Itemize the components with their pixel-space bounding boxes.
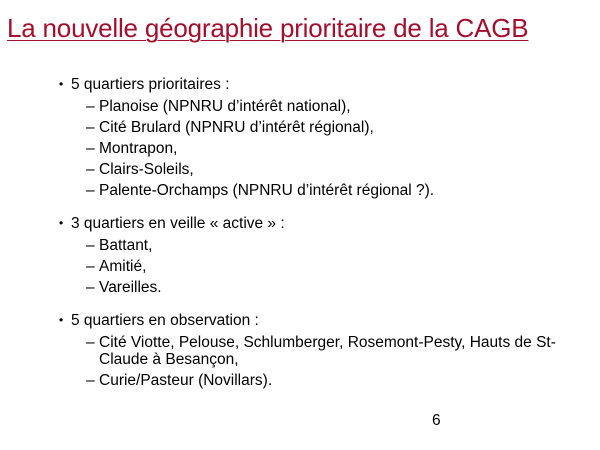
list-item <box>59 334 579 368</box>
list-item-text: Montrapon, <box>99 140 178 157</box>
list-item <box>59 182 579 199</box>
dash-icon: – <box>86 98 95 115</box>
list-item <box>59 279 579 296</box>
bullet-heading <box>59 214 579 233</box>
list-item <box>59 372 579 389</box>
page-number: 6 <box>432 412 441 429</box>
list-item <box>59 119 579 136</box>
dash-icon: – <box>86 237 95 254</box>
bullet-heading <box>59 75 579 94</box>
dash-icon: – <box>86 182 95 199</box>
sub-list <box>59 98 579 199</box>
list-item <box>59 140 579 157</box>
bullet-dot-icon: • <box>59 313 64 327</box>
bullet-text: 5 quartiers prioritaires : <box>71 76 230 93</box>
bullet-dot-icon: • <box>59 216 64 230</box>
section-observation-districts <box>59 311 579 389</box>
bullet-dot-icon: • <box>59 77 64 91</box>
bullet-heading <box>59 311 579 330</box>
list-item-text: Vareilles. <box>99 279 162 296</box>
list-item <box>59 161 579 178</box>
list-item-text: Cité Brulard (NPNRU d’intérêt régional), <box>99 119 374 136</box>
bullet-text: 5 quartiers en observation : <box>71 312 259 329</box>
list-item <box>59 98 579 115</box>
list-item-text: Amitié, <box>99 258 147 275</box>
section-priority-districts <box>59 75 579 199</box>
dash-icon: – <box>86 161 95 178</box>
list-item <box>59 258 579 275</box>
section-watch-districts <box>59 214 579 296</box>
dash-icon: – <box>86 372 95 389</box>
list-item <box>59 237 579 254</box>
dash-icon: – <box>86 119 95 136</box>
list-item-text: Curie/Pasteur (Novillars). <box>99 372 273 389</box>
slide-title: La nouvelle géographie prioritaire de la CAGB <box>7 13 529 43</box>
dash-icon: – <box>86 258 95 275</box>
list-item-text: Battant, <box>99 237 153 254</box>
sub-list <box>59 237 579 296</box>
dash-icon: – <box>86 334 95 351</box>
dash-icon: – <box>86 279 95 296</box>
list-item-text: Planoise (NPNRU d’intérêt national), <box>99 98 351 115</box>
sub-list <box>59 334 579 389</box>
list-item-text: Clairs-Soleils, <box>99 161 194 178</box>
bullet-text: 3 quartiers en veille « active » : <box>71 215 285 232</box>
list-item-text: Cité Viotte, Pelouse, Schlumberger, Rosemont-Pesty, Hauts de St-Claude à Besançon, <box>99 334 556 368</box>
list-item-text: Palente-Orchamps (NPNRU d’intérêt régional ?). <box>99 182 435 199</box>
dash-icon: – <box>86 140 95 157</box>
slide-content <box>59 75 579 404</box>
